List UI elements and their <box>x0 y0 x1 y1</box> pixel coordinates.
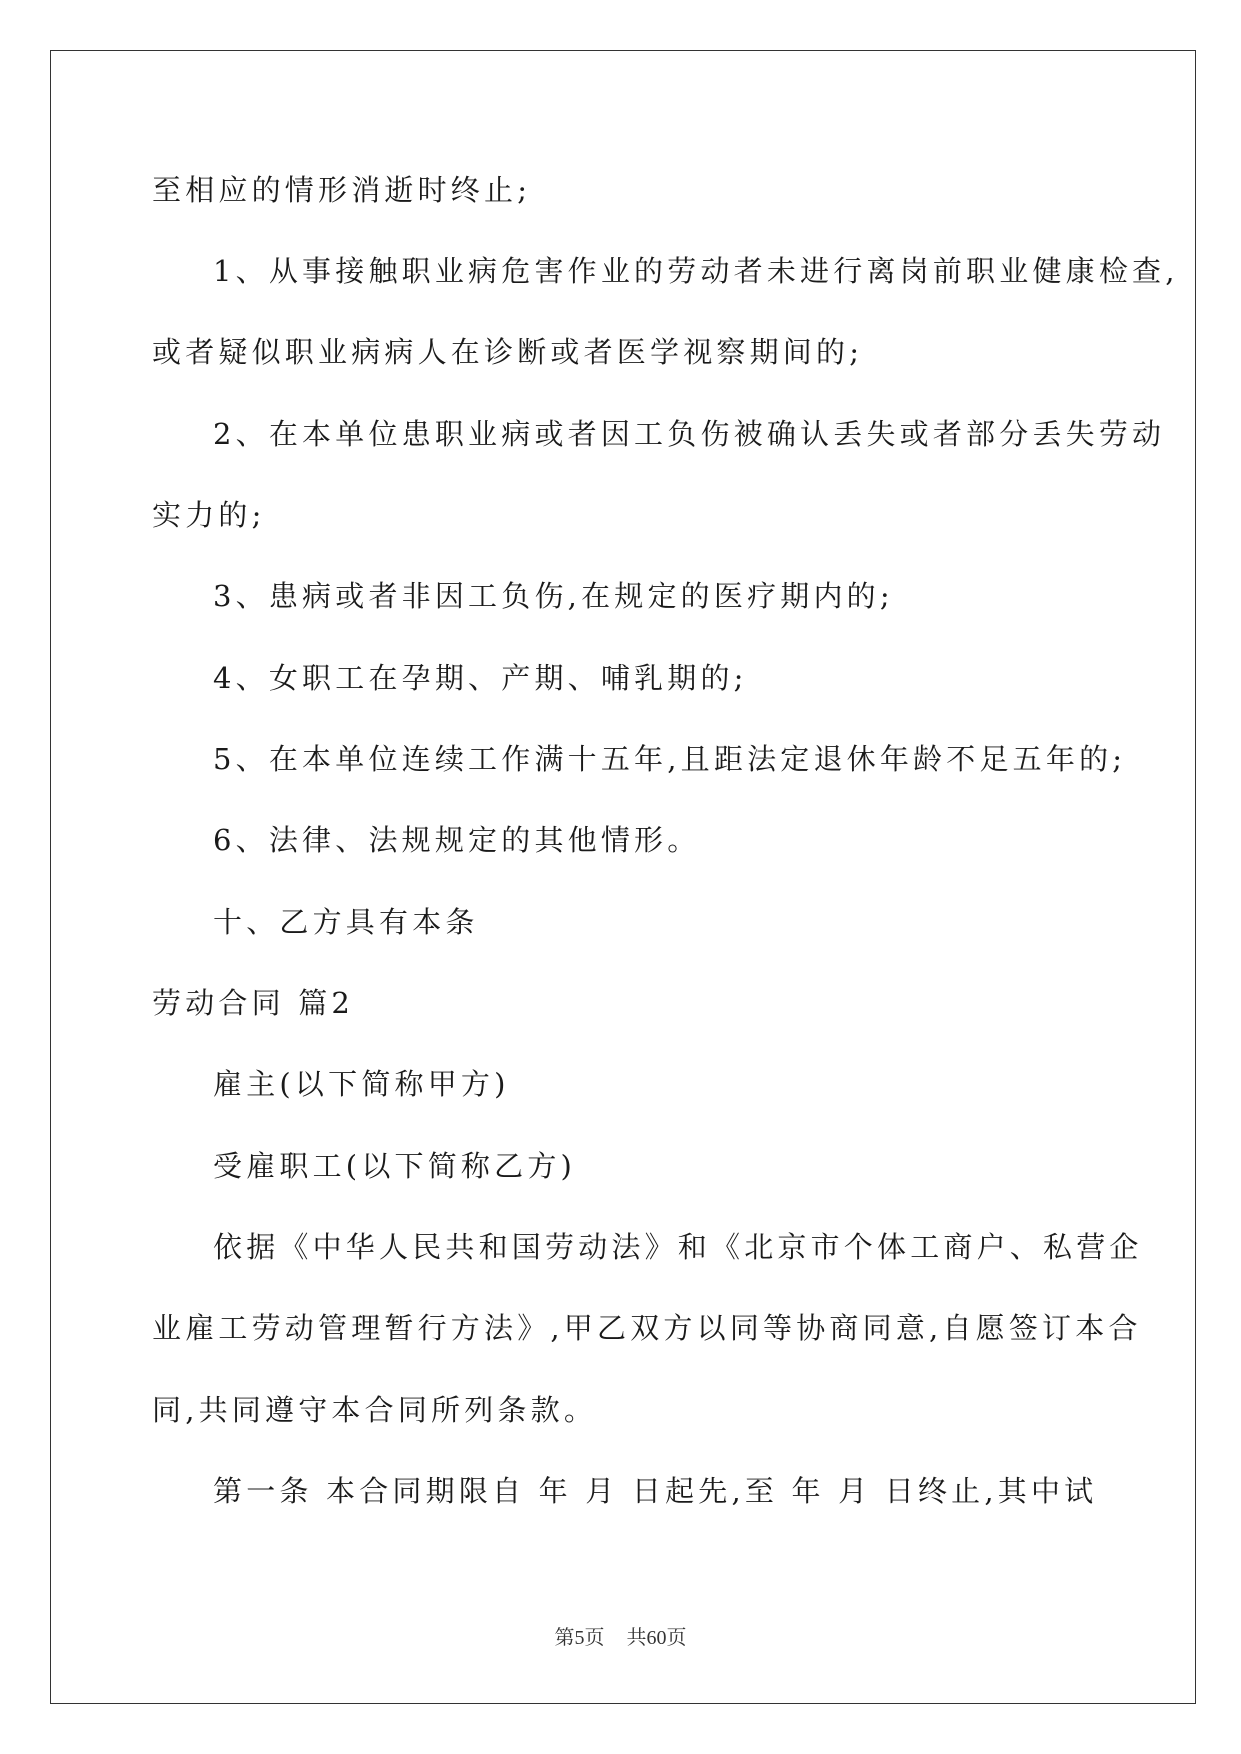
text-line: 同,共同遵守本合同所列条款。 <box>152 1393 598 1427</box>
text-line: 第一条 本合同期限自 年 月 日起先,至 年 月 日终止,其中试 <box>213 1474 1098 1508</box>
text-line: 依据《中华人民共和国劳动法》和《北京市个体工商户、私营企 <box>213 1230 1143 1264</box>
text-line: 3、患病或者非因工负伤,在规定的医疗期内的; <box>213 579 894 613</box>
text-line: 或者疑似职业病病人在诊断或者医学视察期间的; <box>152 335 864 369</box>
page-number: 第5页 <box>554 1627 605 1649</box>
section-heading: 劳动合同 篇2 <box>152 986 355 1020</box>
text-line: 4、女职工在孕期、产期、哺乳期的; <box>213 661 748 695</box>
text-line: 1、从事接触职业病危害作业的劳动者未进行离岗前职业健康检查, <box>213 254 1179 288</box>
text-line: 6、法律、法规规定的其他情形。 <box>213 823 701 857</box>
text-line: 2、在本单位患职业病或者因工负伤被确认丢失或者部分丢失劳动 <box>213 417 1166 451</box>
text-line: 业雇工劳动管理暂行方法》,甲乙双方以同等协商同意,自愿签订本合 <box>152 1311 1142 1345</box>
text-line: 实力的; <box>152 498 266 532</box>
page-total: 共60页 <box>626 1627 687 1649</box>
text-line: 受雇职工(以下简称乙方) <box>213 1149 577 1183</box>
text-line: 雇主(以下简称甲方) <box>213 1067 510 1101</box>
text-line: 至相应的情形消逝时终止; <box>152 173 532 207</box>
page-footer <box>0 1621 1241 1650</box>
page-border <box>50 50 1196 1704</box>
text-line: 十、乙方具有本条 <box>213 905 479 939</box>
text-line: 5、在本单位连续工作满十五年,且距法定退休年龄不足五年的; <box>213 742 1127 776</box>
